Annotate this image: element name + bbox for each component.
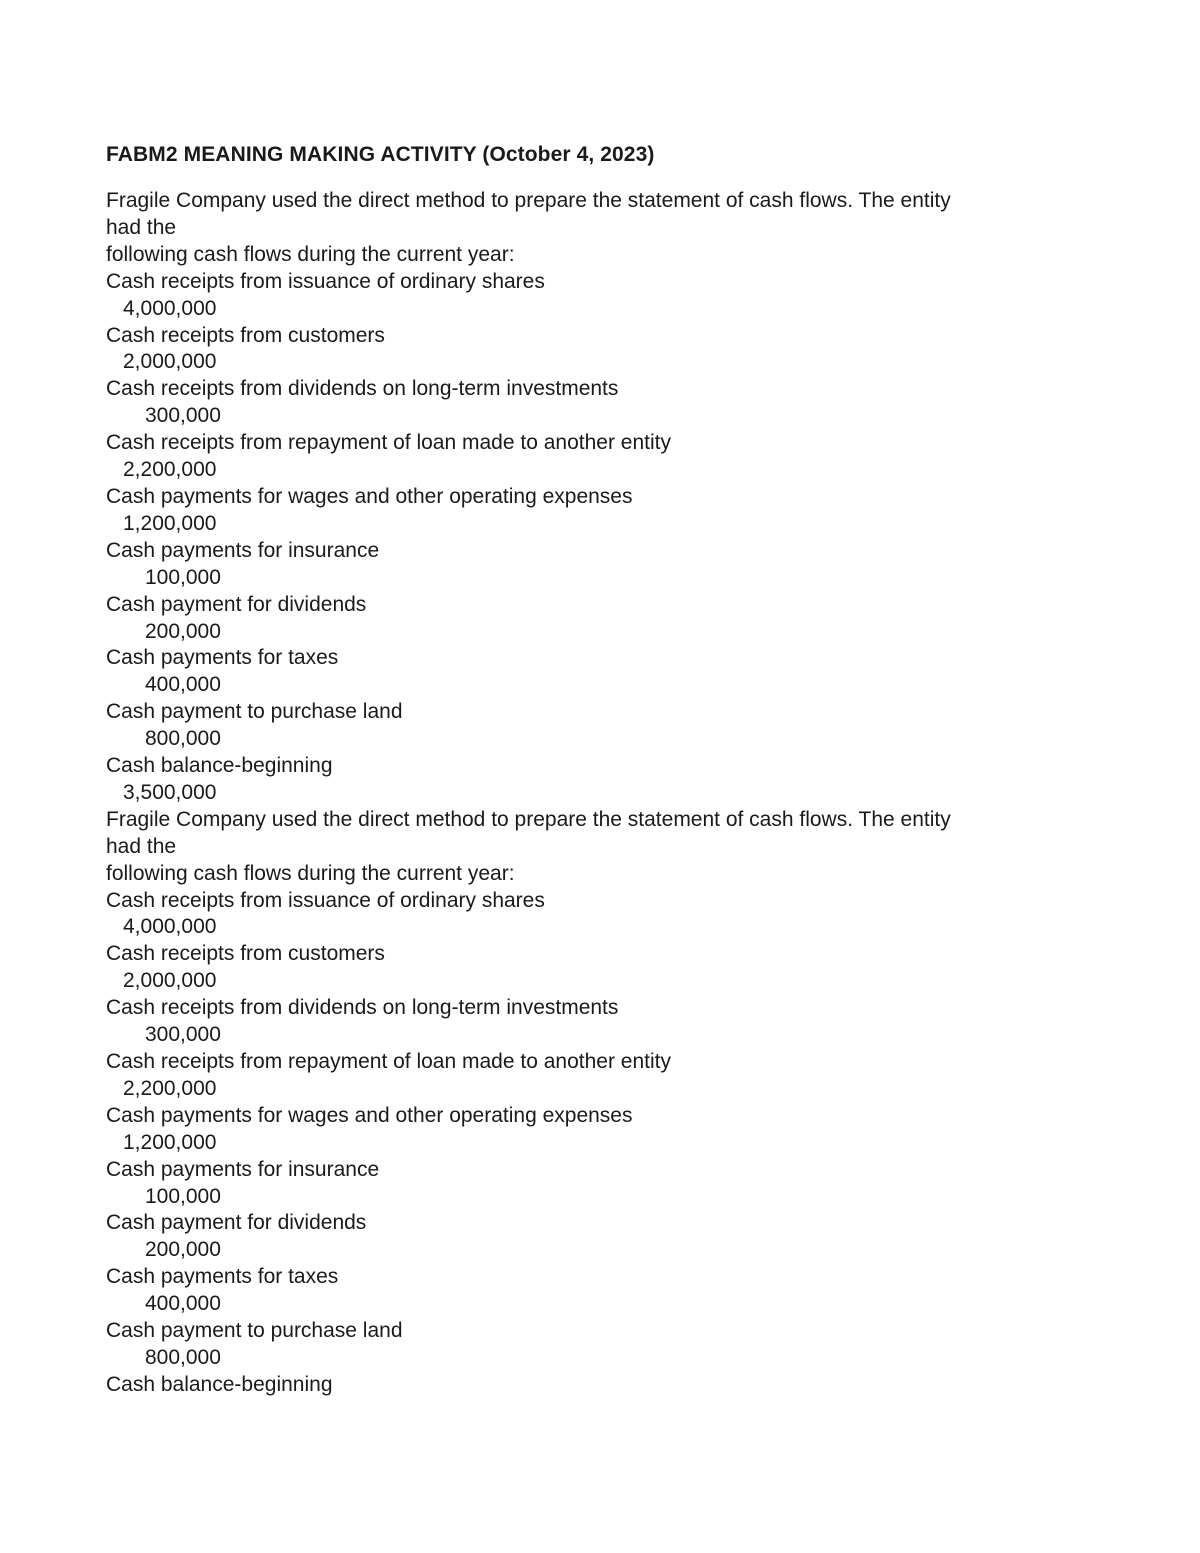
item-label: Cash payment to purchase land	[106, 700, 403, 724]
item-amount: 100,000	[145, 1184, 221, 1208]
item-label: Cash balance-beginning	[106, 1372, 333, 1396]
item-label: Cash receipts from repayment of loan made to another entity	[106, 431, 671, 455]
item-amount: 100,000	[145, 565, 221, 589]
item-amount: 800,000	[145, 727, 221, 751]
item-label: Cash payments for insurance	[106, 1157, 380, 1181]
item-amount: 4,000,000	[123, 915, 217, 939]
item-label: Cash payments for wages and other operating expenses	[106, 1103, 633, 1127]
item-label: Cash receipts from customers	[106, 942, 385, 966]
document-body	[106, 188, 1096, 1399]
item-amount: 1,200,000	[123, 1130, 217, 1154]
item-label: Cash payment for dividends	[106, 1211, 367, 1235]
intro-line: following cash flows during the current year:	[106, 242, 515, 266]
intro-line: Fragile Company used the direct method to prepare the statement of cash flows. The entity	[106, 189, 951, 212]
item-label: Cash receipts from issuance of ordinary shares	[106, 269, 545, 293]
item-label: Cash receipts from dividends on long-term investments	[106, 996, 619, 1020]
item-amount: 2,000,000	[123, 350, 217, 374]
item-label: Cash receipts from issuance of ordinary shares	[106, 888, 545, 912]
item-amount: 300,000	[145, 1023, 221, 1047]
intro-line: Fragile Company used the direct method to prepare the statement of cash flows. The entity	[106, 807, 951, 831]
intro-line: following cash flows during the current year:	[106, 861, 515, 885]
item-amount: 400,000	[145, 673, 221, 697]
cash-flow-block	[106, 188, 1096, 807]
item-amount: 4,000,000	[123, 296, 217, 320]
item-amount: 400,000	[145, 1292, 221, 1316]
item-label: Cash receipts from dividends on long-term investments	[106, 377, 619, 401]
item-amount: 2,200,000	[123, 458, 217, 482]
item-label: Cash receipts from customers	[106, 323, 385, 347]
item-amount: 200,000	[145, 619, 221, 643]
intro-line: had the	[106, 215, 177, 239]
item-amount: 1,200,000	[123, 511, 217, 535]
item-label: Cash balance-beginning	[106, 754, 333, 778]
cash-flow-block	[106, 807, 1096, 1399]
item-label: Cash receipts from repayment of loan made to another entity	[106, 1050, 671, 1073]
item-amount: 3,500,000	[123, 780, 217, 804]
item-amount: 800,000	[145, 1345, 221, 1369]
intro-line: had the	[106, 834, 177, 858]
item-amount: 2,000,000	[123, 969, 217, 993]
item-label: Cash payment for dividends	[106, 592, 367, 616]
item-amount: 2,200,000	[123, 1076, 217, 1100]
item-amount: 200,000	[145, 1238, 221, 1262]
item-label: Cash payments for taxes	[106, 1265, 339, 1289]
item-label: Cash payment to purchase land	[106, 1319, 403, 1343]
document-title: FABM2 MEANING MAKING ACTIVITY (October 4, 2023)	[106, 143, 655, 166]
item-label: Cash payments for taxes	[106, 646, 339, 670]
item-amount: 300,000	[145, 404, 221, 428]
item-label: Cash payments for wages and other operating expenses	[106, 484, 633, 508]
item-label: Cash payments for insurance	[106, 538, 380, 562]
